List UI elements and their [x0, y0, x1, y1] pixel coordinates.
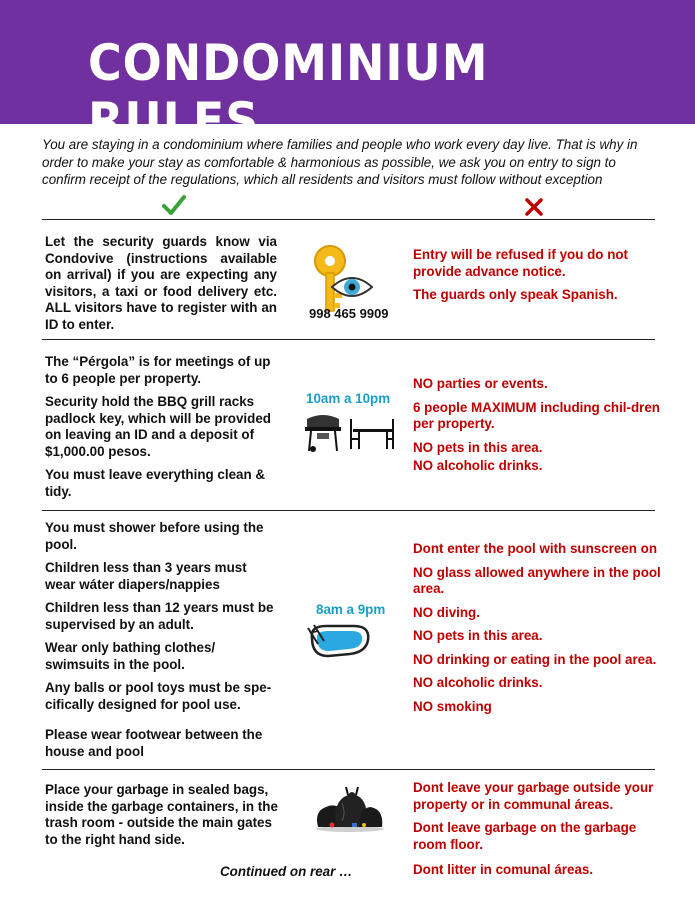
divider — [42, 219, 655, 220]
dont-item: NO glass allowed anywhere in the pool area. — [413, 564, 661, 596]
rule-item: Any balls or pool toys must be spe-cifically designed for pool use. — [45, 680, 272, 712]
checkmark-icon — [162, 194, 186, 216]
dont-item: NO smoking — [413, 698, 492, 714]
garbage-instructions: Place your garbage in sealed bags, inside the garbage containers, in the trash room - outside the main gates to the right hand side. — [45, 782, 278, 847]
header-banner — [0, 0, 695, 150]
pool-icon — [306, 620, 374, 660]
dont-item: Dont enter the pool with sunscreen on — [413, 541, 658, 556]
pool-donts — [413, 541, 683, 722]
security-phone: 998 465 9909 — [309, 306, 389, 321]
dont-item: NO pets in this area. — [413, 439, 543, 455]
dont-item: 6 people MAXIMUM including chil-dren per property. — [413, 399, 660, 431]
dont-item: The guards only speak Spanish. — [413, 287, 618, 302]
dont-item: Dont litter in comunal áreas. — [413, 862, 594, 877]
dont-item: Dont leave garbage on the garbage room floor. — [413, 820, 637, 852]
security-donts — [413, 247, 673, 311]
dont-item: NO alcoholic drinks. — [413, 458, 543, 473]
rule-item: You must leave everything clean & tidy. — [45, 467, 266, 499]
dont-item: NO drinking or eating in the pool area. — [413, 651, 657, 667]
pool-hours: 8am a 9pm — [316, 602, 386, 617]
dont-item: Entry will be refused if you do not provide advance notice. — [413, 247, 629, 279]
rule-item: Children less than 3 years must wear wáter diapers/nappies — [45, 560, 247, 592]
divider — [42, 339, 655, 340]
dont-item: NO alcoholic drinks. — [413, 675, 543, 690]
divider — [42, 769, 655, 770]
rule-item: Please wear footwear between the house and pool — [45, 727, 263, 759]
rule-item: Security hold the BBQ grill racks padlock key, which will be provided on leaving an ID and a deposit of $1,000.00 pesos. — [45, 394, 271, 459]
dont-item: NO diving. — [413, 604, 480, 620]
garbage-donts — [413, 780, 673, 886]
dont-item: Dont leave your garbage outside your property or in communal áreas. — [413, 780, 654, 812]
garbage-bags-icon — [312, 783, 388, 833]
cross-icon — [524, 197, 544, 217]
divider — [42, 510, 655, 511]
pergola-hours: 10am a 10pm — [306, 391, 391, 406]
bbq-table-icon — [303, 409, 395, 453]
rule-item: Wear only bathing clothes/ swimsuits in the pool. — [45, 640, 216, 672]
rule-item: Children less than 12 years must be supervised by an adult. — [45, 600, 274, 632]
rule-item: The “Pérgola” is for meetings of up to 6 people per property. — [45, 354, 271, 386]
dont-item: NO pets in this area. — [413, 628, 543, 643]
intro-text: You are staying in a condominium where families and people who work every day live. That is why in order to make your stay as comfortable & harmonious as possible, we ask you on entry to sign to confirm receipt of the regulations, which all residents and visitors must follow without exception — [42, 137, 638, 187]
pergola-donts — [413, 376, 673, 482]
security-instructions: Let the security guards know via Condovive (instructions available on arrival) if you are expecting any visitors, a taxi or food delivery etc. ALL visitors have to register with an ID to enter. — [45, 234, 277, 332]
rule-item: You must shower before using the pool. — [45, 520, 264, 552]
pergola-rules — [45, 354, 277, 507]
page-title: CONDOMINIUM RULES — [88, 34, 489, 150]
continued-note: Continued on rear … — [220, 864, 353, 879]
dont-item: NO parties or events. — [413, 376, 548, 391]
pool-rules — [45, 520, 277, 767]
